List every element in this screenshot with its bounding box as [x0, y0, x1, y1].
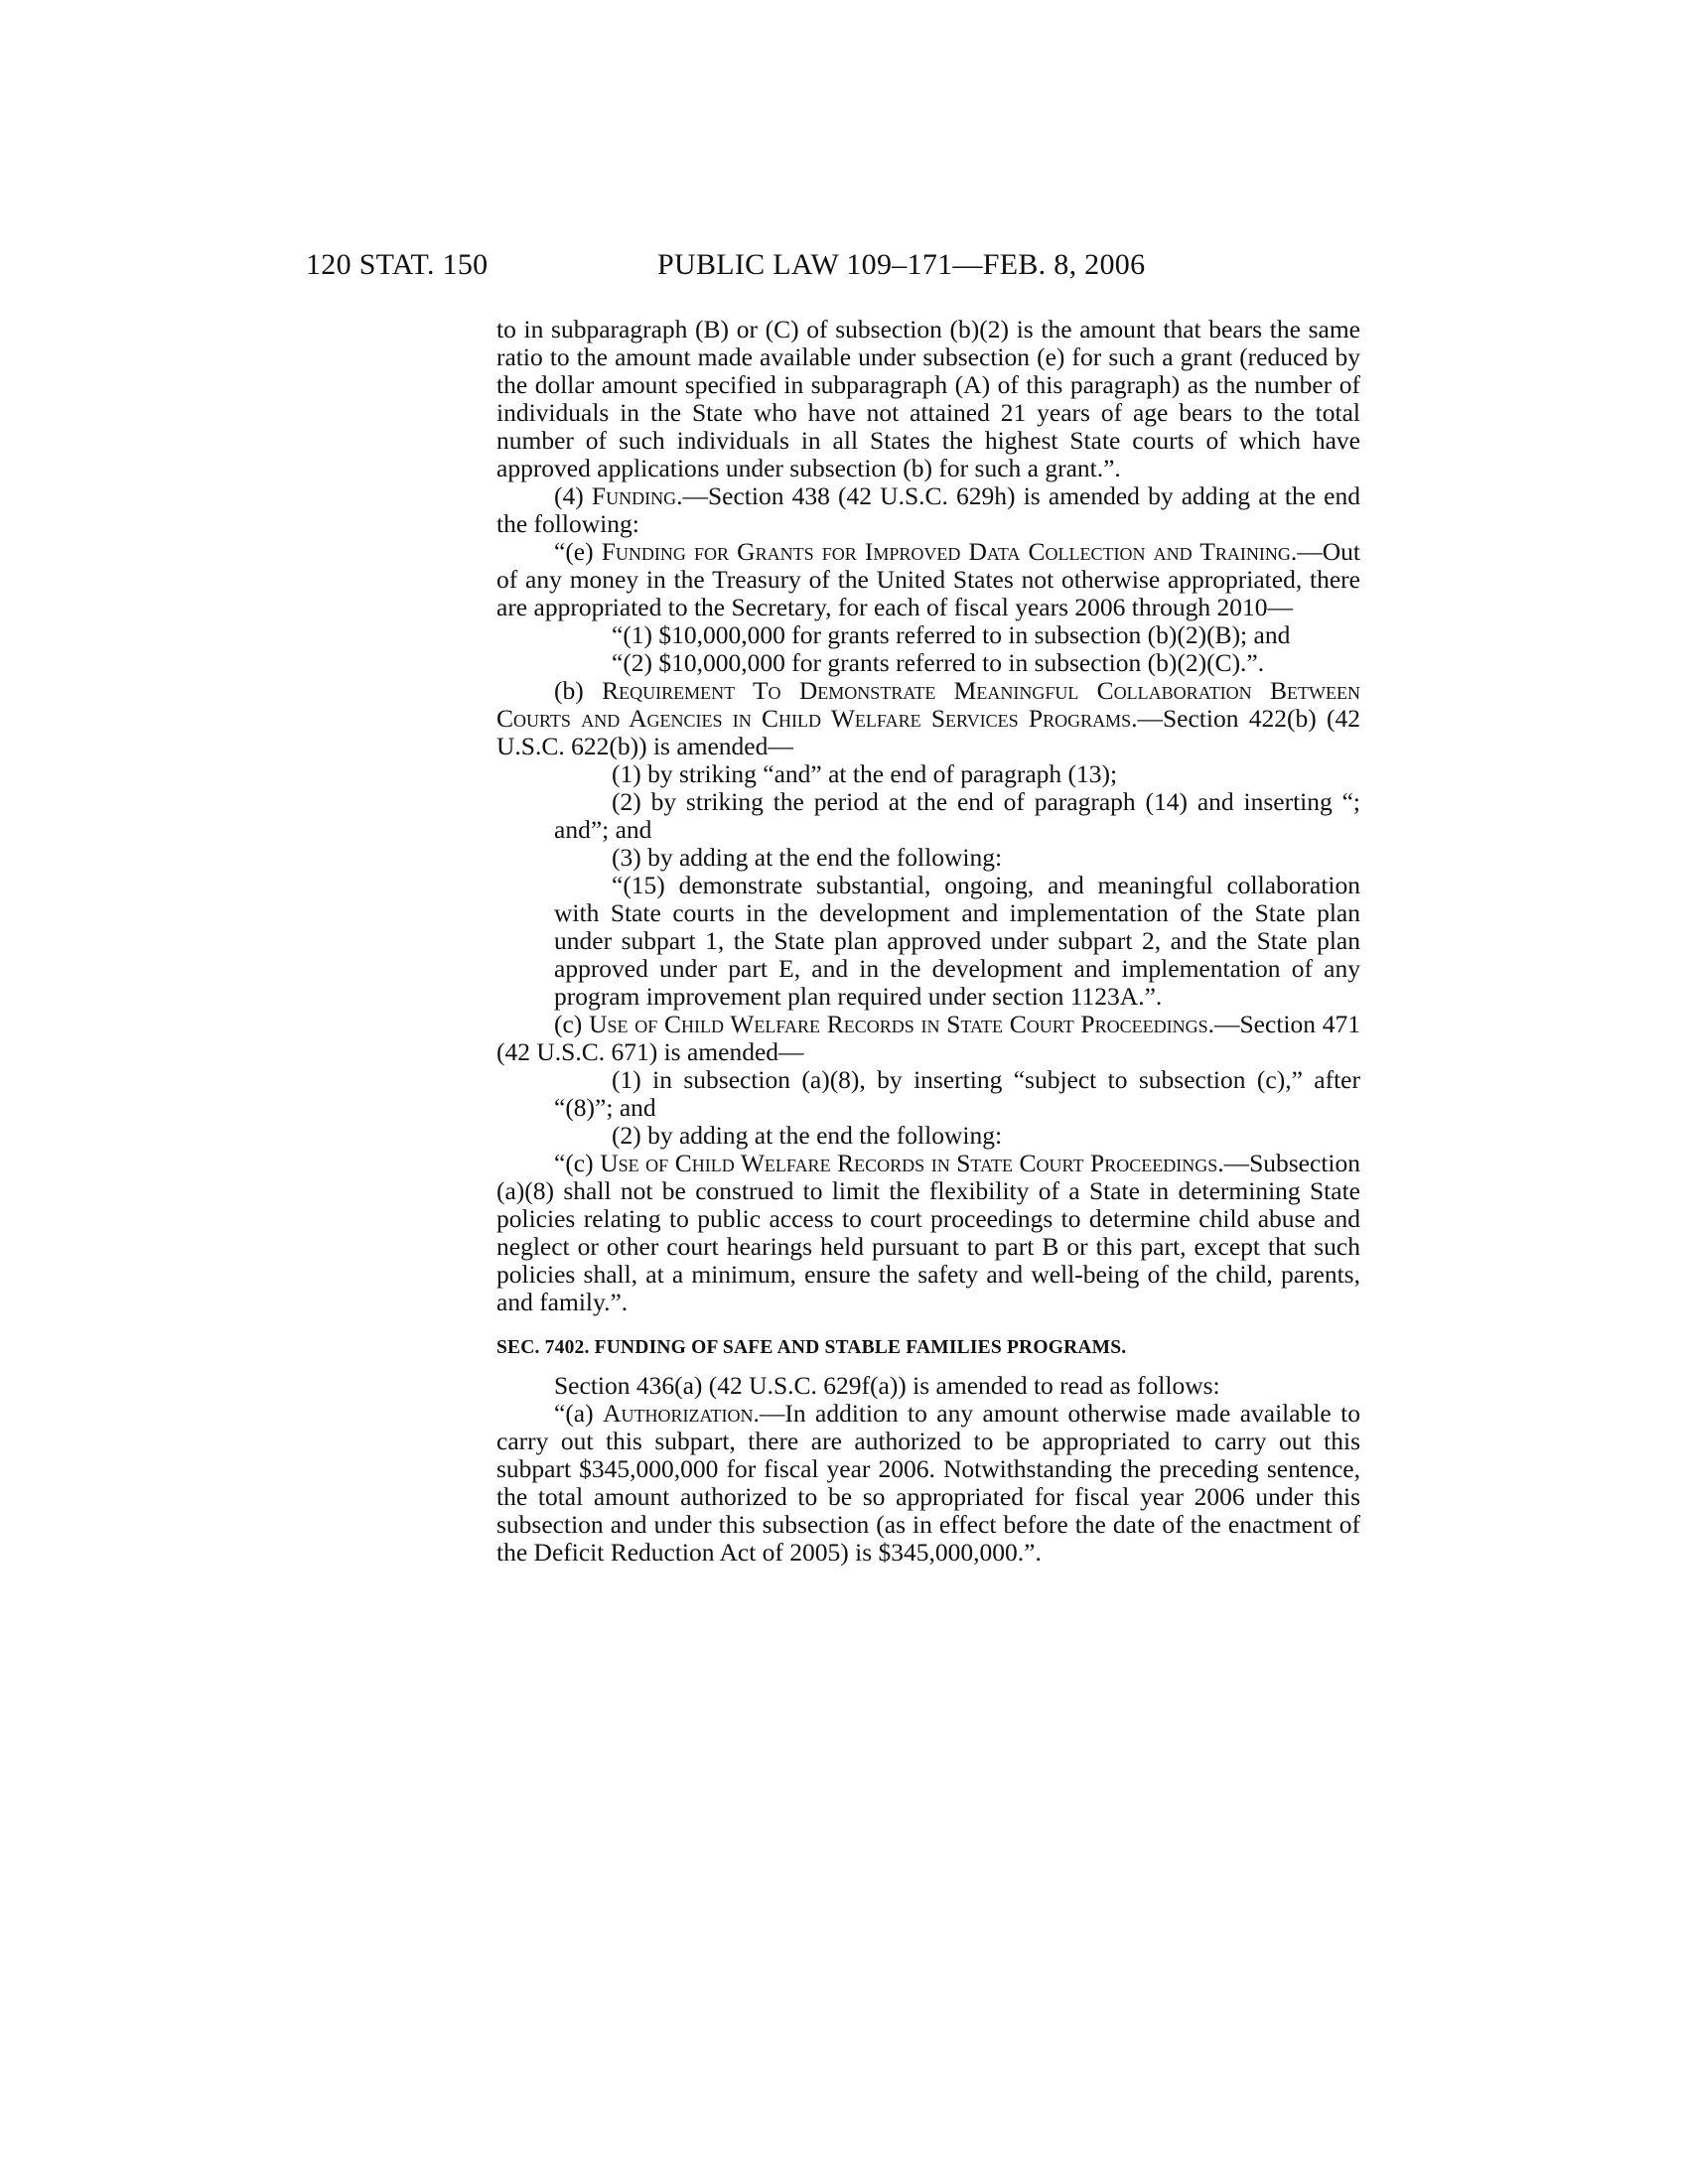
- paragraph-body: .—Out of any money in the Treasury of the United States not otherwise appropriated, there are appropriated to the Secretary, for each of fiscal years 2006 through 2010—: [496, 537, 1360, 621]
- paragraph-lead: (4): [554, 481, 592, 510]
- paragraph-heading: Requirement To Demonstrate Meaningful Collaboration Between Courts and Agencies in Child Welfare Services Programs: [496, 676, 1361, 733]
- amendment-c-1: (1) in subsection (a)(8), by inserting “subject to subsection (c),” after “(8)”; and: [554, 1065, 1360, 1122]
- paragraph-heading: Use of Child Welfare Records in State Court Proceedings: [600, 1149, 1218, 1177]
- paragraph-body: .—In addition to any amount otherwise made available to carry out this subpart, there are authorized to be appropriated to carry out this subpart $345,000,000 for fiscal year 2006. Notwithstanding the preceding sentence, the total amount authorized to be so appropriated for fiscal year 2006 under this subsection and under this subsection (as in effect before the date of the enactment of the Deficit Reduction Act of 2005) is $345,000,000.”.: [496, 1399, 1360, 1567]
- paragraph-body: .—Subsection (a)(8) shall not be construed to limit the flexibility of a State in determining State policies relating to public access to court proceedings to determine child abuse and neglect or other court hearings held pursuant to part B or this part, except that such policies shall, at a minimum, ensure the safety and well-being of the child, parents, and family.”.: [496, 1149, 1360, 1316]
- paragraph-lead: (b): [554, 676, 603, 705]
- subsection-a-authorization: [496, 1400, 1360, 1567]
- amendment-3: (3) by adding at the end the following:: [612, 843, 1003, 872]
- subsection-c-use-of-records: [496, 1011, 1360, 1066]
- paragraph-lead: “(a): [554, 1399, 604, 1428]
- amendment-1: (1) by striking “and” at the end of paragraph (13);: [612, 759, 1118, 788]
- paragraph-heading: Use of Child Welfare Records in State Court Proceedings: [589, 1010, 1208, 1038]
- paragraph-heading: Funding for Grants for Improved Data Collection and Training: [601, 537, 1291, 566]
- statute-text: [496, 316, 1360, 1567]
- paragraph-body: .—Section 422(b) (42 U.S.C. 622(b)) is amended—: [496, 704, 1361, 760]
- quoted-subsection-c: [496, 1150, 1360, 1316]
- paragraph-body: .—Section 471 (42 U.S.C. 671) is amended—: [496, 1010, 1360, 1066]
- clause-1: “(1) $10,000,000 for grants referred to in subsection (b)(2)(B); and: [612, 620, 1291, 649]
- amendment-c-2: (2) by adding at the end the following:: [612, 1121, 1003, 1150]
- stat-page-number: 120 STAT. 150: [306, 248, 489, 281]
- paragraph-lead: “(e): [554, 537, 602, 566]
- paragraph-4-funding: [496, 482, 1360, 538]
- subsection-e-funding-for-grants: [496, 538, 1360, 621]
- running-title: PUBLIC LAW 109–171—FEB. 8, 2006: [657, 248, 1146, 281]
- clause-2: “(2) $10,000,000 for grants referred to in subsection (b)(2)(C).”.: [612, 648, 1265, 677]
- section-heading-7402: SEC. 7402. FUNDING OF SAFE AND STABLE FAMILIES PROGRAMS.: [496, 1337, 1127, 1358]
- paragraph-lead: “(c): [554, 1149, 601, 1177]
- paragraph-heading: Funding: [591, 481, 677, 510]
- paragraph-continuation: to in subparagraph (B) or (C) of subsection (b)(2) is the amount that bears the same ratio to the amount made available under subsection (e) for such a grant (reduced by the dollar amount specified in subparagraph (A) of this paragraph) as the number of individuals in the State who have not attained 21 years of age bears to the total number of such individuals in all States the highest State courts of which have approved applications under subsection (b) for such a grant.”.: [496, 315, 1360, 482]
- paragraph-lead: (c): [554, 1010, 590, 1038]
- subsection-b-collaboration: [496, 677, 1360, 760]
- amendment-2: (2) by striking the period at the end of paragraph (14) and inserting “; and”; and: [554, 787, 1360, 844]
- paragraph-heading: Authorization: [603, 1399, 754, 1428]
- paragraph-15: “(15) demonstrate substantial, ongoing, and meaningful collaboration with State courts in the development and implementation of the State plan under subpart 1, the State plan approved under subpart 2, and the State plan approved under part E, and in the development and implementation of any program improvement plan required under section 1123A.”.: [554, 871, 1360, 1011]
- section-7402-intro: Section 436(a) (42 U.S.C. 629f(a)) is amended to read as follows:: [554, 1371, 1220, 1400]
- paragraph-body: .—Section 438 (42 U.S.C. 629h) is amended by adding at the end the following:: [496, 481, 1361, 538]
- page-header: [0, 248, 1688, 288]
